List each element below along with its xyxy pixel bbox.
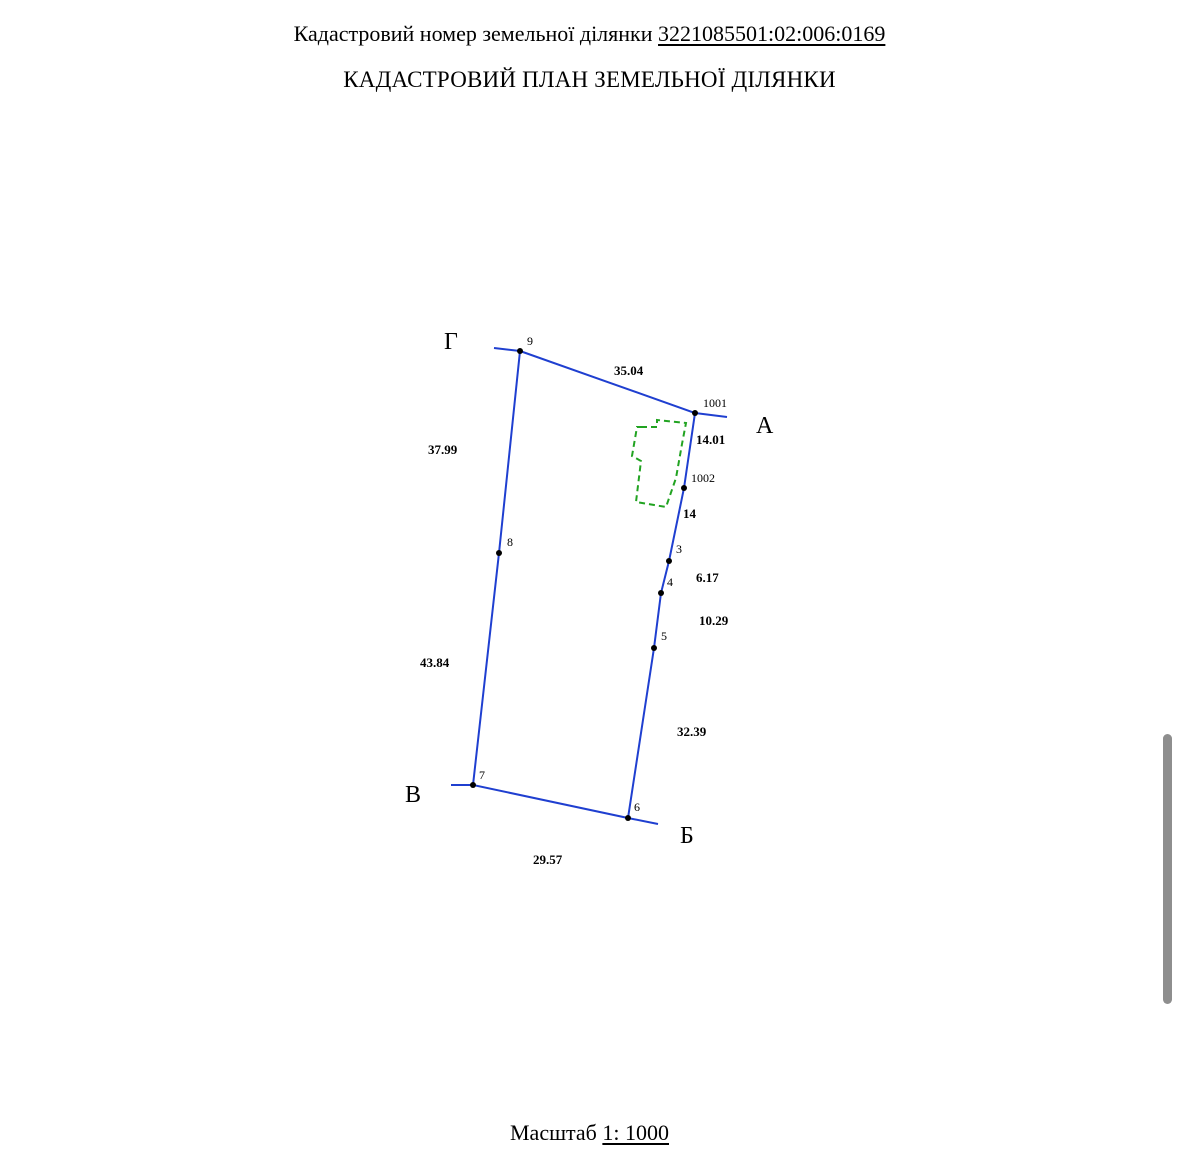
point-label-8: 8 <box>507 535 513 549</box>
vertex-7 <box>470 782 476 788</box>
cadastral-number-value: 3221085501:02:006:0169 <box>658 21 886 46</box>
length-6-7: 29.57 <box>533 852 563 867</box>
length-5-6: 32.39 <box>677 724 707 739</box>
cadastral-number-prefix: Кадастровий номер земельної ділянки <box>293 21 653 46</box>
length-4-5: 10.29 <box>699 613 729 628</box>
point-label-4: 4 <box>667 575 673 589</box>
side-length-labels <box>420 363 729 867</box>
direction-label-b: Б <box>680 823 694 849</box>
vertex-1001 <box>692 410 698 416</box>
scale-line <box>0 1120 1179 1146</box>
vertex-9 <box>517 348 523 354</box>
direction-label-g: Г <box>444 329 458 355</box>
vertex-6 <box>625 815 631 821</box>
length-3-4: 6.17 <box>696 570 719 585</box>
length-1002-3: 14 <box>683 506 696 521</box>
point-label-1001: 1001 <box>703 396 727 410</box>
neighbour-line-g <box>494 348 520 351</box>
length-1001-1002: 14.01 <box>696 432 726 447</box>
point-label-1002: 1002 <box>691 471 715 485</box>
scale-value: 1: 1000 <box>602 1120 669 1145</box>
point-label-6: 6 <box>634 800 640 814</box>
vertex-labels <box>479 334 727 814</box>
length-8-9: 37.99 <box>428 442 458 457</box>
neighbour-boundary-ticks <box>451 348 727 824</box>
parcel-boundary <box>473 351 695 818</box>
plan-title: КАДАСТРОВИЙ ПЛАН ЗЕМЕЛЬНОЇ ДІЛЯНКИ <box>343 67 836 92</box>
point-label-5: 5 <box>661 629 667 643</box>
vertical-scrollbar[interactable] <box>1163 734 1172 1004</box>
vertex-3 <box>666 558 672 564</box>
length-9-1001: 35.04 <box>614 363 644 378</box>
scale-prefix: Масштаб <box>510 1120 597 1145</box>
neighbour-line-b <box>628 818 658 824</box>
neighbour-line-a <box>695 413 727 417</box>
direction-label-a: А <box>756 413 774 439</box>
vertex-8 <box>496 550 502 556</box>
length-7-8: 43.84 <box>420 655 450 670</box>
point-label-7: 7 <box>479 768 485 782</box>
vertex-4 <box>658 590 664 596</box>
building-outline <box>632 420 686 507</box>
vertex-1002 <box>681 485 687 491</box>
point-label-9: 9 <box>527 334 533 348</box>
vertex-5 <box>651 645 657 651</box>
direction-label-v: В <box>405 782 422 808</box>
point-label-3: 3 <box>676 542 682 556</box>
